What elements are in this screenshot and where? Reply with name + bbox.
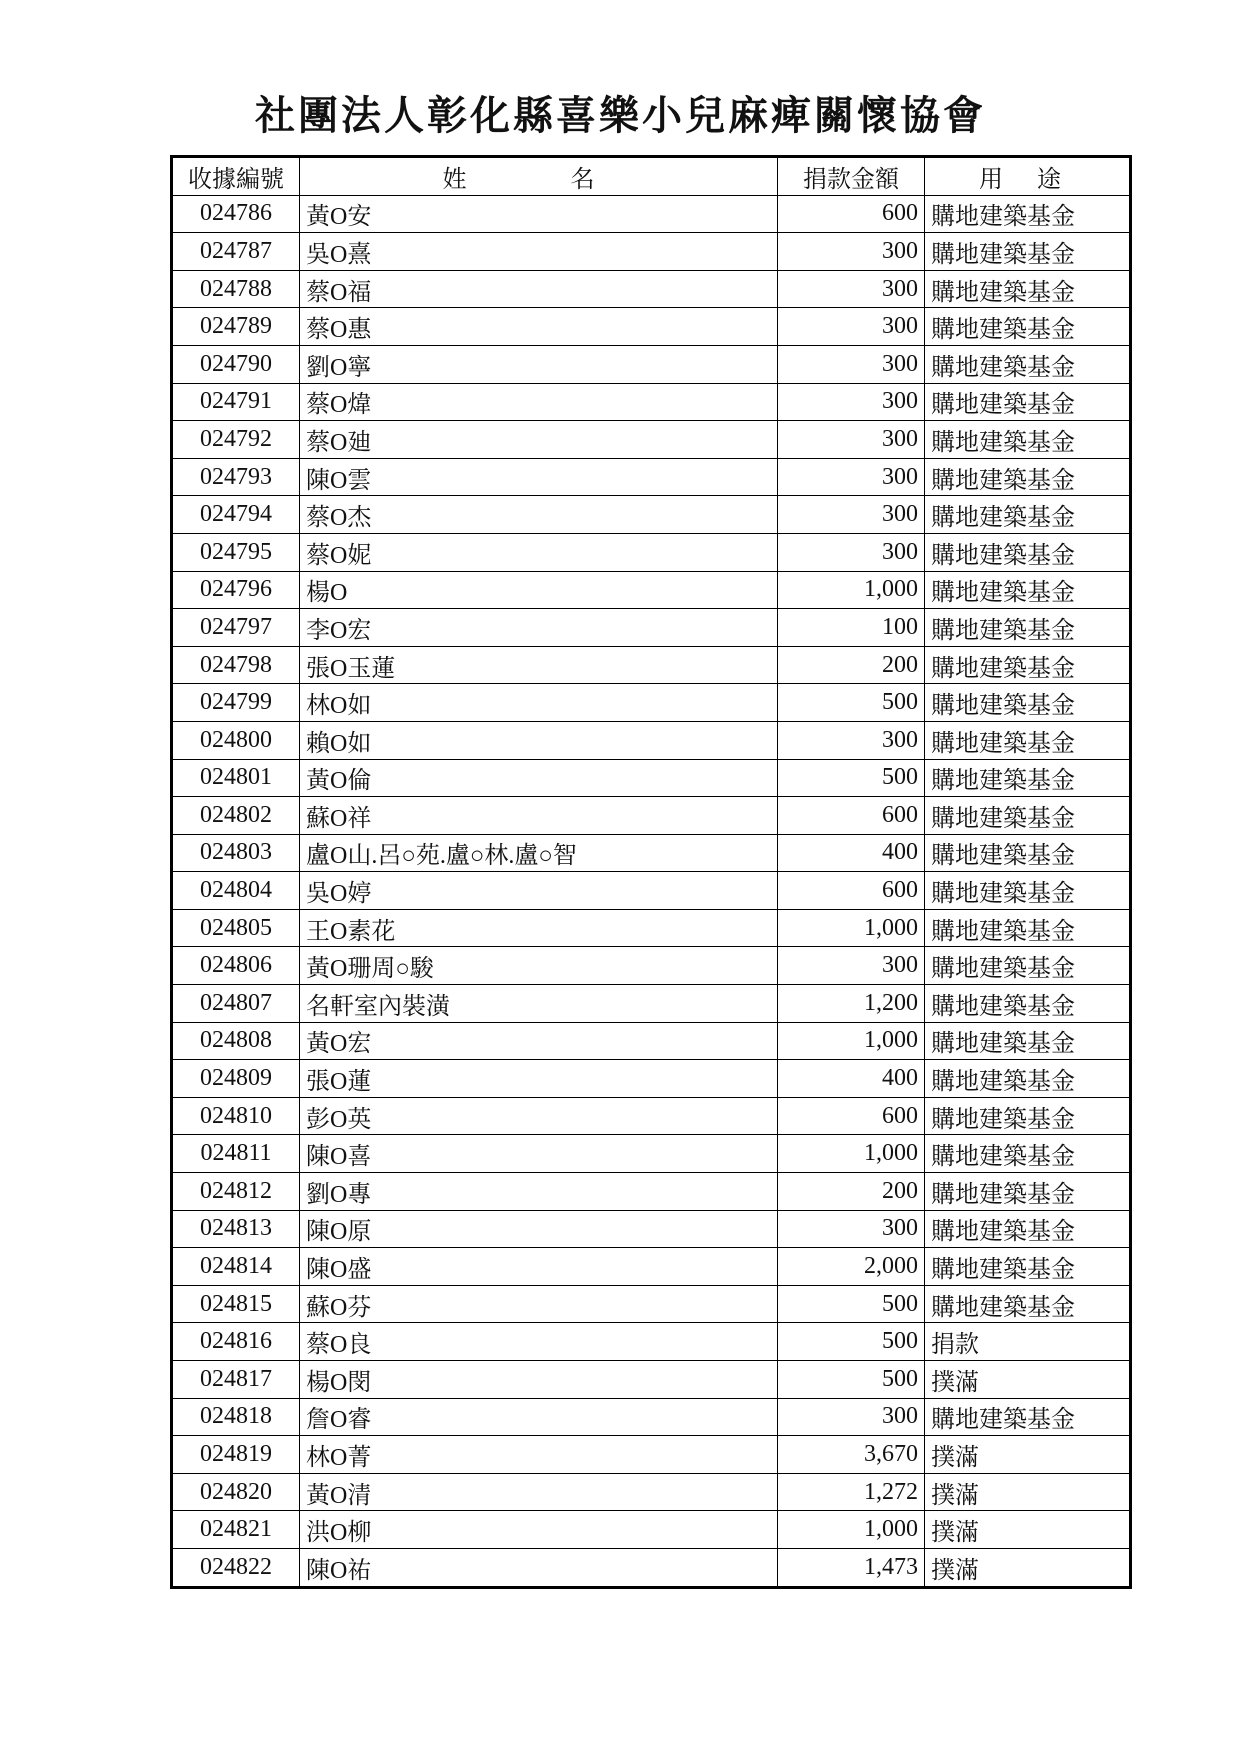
purpose-cell: 購地建築基金: [925, 458, 1131, 496]
purpose-cell: 撲滿: [925, 1511, 1131, 1549]
receipt-no-cell: 024790: [172, 345, 300, 383]
purpose-cell: 購地建築基金: [925, 1060, 1131, 1098]
table-row: [172, 797, 1131, 835]
purpose-cell: 購地建築基金: [925, 721, 1131, 759]
purpose-cell: 購地建築基金: [925, 1285, 1131, 1323]
amount-cell: 300: [778, 308, 925, 346]
table-row: [172, 496, 1131, 534]
purpose-cell: 購地建築基金: [925, 270, 1131, 308]
amount-cell: 600: [778, 1097, 925, 1135]
receipt-no-cell: 024819: [172, 1436, 300, 1474]
receipt-no-cell: 024796: [172, 571, 300, 609]
receipt-no-cell: 024804: [172, 872, 300, 910]
donor-name-cell: 張O玉蓮: [300, 646, 778, 684]
purpose-cell: 購地建築基金: [925, 834, 1131, 872]
donor-name-cell: 吳O婷: [300, 872, 778, 910]
amount-cell: 300: [778, 270, 925, 308]
receipt-no-cell: 024811: [172, 1135, 300, 1173]
receipt-no-cell: 024798: [172, 646, 300, 684]
amount-cell: 2,000: [778, 1248, 925, 1286]
donor-name-cell: 張O蓮: [300, 1060, 778, 1098]
table-row: [172, 909, 1131, 947]
receipt-no-cell: 024808: [172, 1022, 300, 1060]
amount-cell: 1,200: [778, 985, 925, 1023]
donor-name-cell: 吳O熹: [300, 233, 778, 271]
purpose-cell: 購地建築基金: [925, 496, 1131, 534]
purpose-cell: 購地建築基金: [925, 533, 1131, 571]
amount-cell: 1,473: [778, 1548, 925, 1587]
donor-name-cell: 蔡O良: [300, 1323, 778, 1361]
purpose-cell: 購地建築基金: [925, 345, 1131, 383]
amount-cell: 300: [778, 421, 925, 459]
table-row: [172, 759, 1131, 797]
receipt-no-cell: 024793: [172, 458, 300, 496]
donation-table: [170, 155, 1132, 1589]
receipt-no-cell: 024805: [172, 909, 300, 947]
receipt-no-cell: 024820: [172, 1473, 300, 1511]
receipt-no-cell: 024807: [172, 985, 300, 1023]
purpose-cell: 購地建築基金: [925, 421, 1131, 459]
purpose-cell: 購地建築基金: [925, 646, 1131, 684]
table-row: [172, 1285, 1131, 1323]
amount-cell: 500: [778, 759, 925, 797]
purpose-cell: 購地建築基金: [925, 308, 1131, 346]
table-row: [172, 345, 1131, 383]
amount-cell: 300: [778, 383, 925, 421]
table-row: [172, 872, 1131, 910]
amount-cell: 1,000: [778, 1022, 925, 1060]
table-row: [172, 1173, 1131, 1211]
donor-name-cell: 陳O雲: [300, 458, 778, 496]
receipt-no-cell: 024816: [172, 1323, 300, 1361]
table-row: [172, 1548, 1131, 1587]
donor-name-cell: 劉O專: [300, 1173, 778, 1211]
table-row: [172, 458, 1131, 496]
table-row: [172, 609, 1131, 647]
purpose-cell: 購地建築基金: [925, 872, 1131, 910]
amount-cell: 300: [778, 533, 925, 571]
table-row: [172, 383, 1131, 421]
donor-name-cell: 林O菁: [300, 1436, 778, 1474]
receipt-no-cell: 024799: [172, 684, 300, 722]
amount-cell: 600: [778, 797, 925, 835]
donor-name-cell: 黃O宏: [300, 1022, 778, 1060]
receipt-no-cell: 024809: [172, 1060, 300, 1098]
donor-name-cell: 洪O柳: [300, 1511, 778, 1549]
purpose-cell: 購地建築基金: [925, 571, 1131, 609]
purpose-cell: 撲滿: [925, 1436, 1131, 1474]
amount-cell: 300: [778, 345, 925, 383]
table-row: [172, 1097, 1131, 1135]
donor-name-cell: 賴O如: [300, 721, 778, 759]
donor-name-cell: 蔡O煒: [300, 383, 778, 421]
table-row: [172, 834, 1131, 872]
amount-cell: 500: [778, 1323, 925, 1361]
amount-cell: 300: [778, 1398, 925, 1436]
purpose-cell: 購地建築基金: [925, 1022, 1131, 1060]
page-title: 社團法人彰化縣喜樂小兒麻痺關懷協會: [255, 92, 986, 139]
purpose-cell: 購地建築基金: [925, 1210, 1131, 1248]
amount-cell: 600: [778, 872, 925, 910]
donor-name-cell: 詹O睿: [300, 1398, 778, 1436]
donor-name-cell: 李O宏: [300, 609, 778, 647]
table-row: [172, 1323, 1131, 1361]
table-row: [172, 571, 1131, 609]
table-row: [172, 721, 1131, 759]
donor-name-cell: 陳O原: [300, 1210, 778, 1248]
table-row: [172, 1248, 1131, 1286]
receipt-no-cell: 024817: [172, 1361, 300, 1399]
donor-name-cell: 蘇O祥: [300, 797, 778, 835]
amount-cell: 1,000: [778, 1511, 925, 1549]
donor-name-cell: 王O素花: [300, 909, 778, 947]
purpose-cell: 捐款: [925, 1323, 1131, 1361]
donor-name-cell: 楊O閔: [300, 1361, 778, 1399]
amount-cell: 200: [778, 1173, 925, 1211]
donor-name-cell: 彭O英: [300, 1097, 778, 1135]
table-row: [172, 1210, 1131, 1248]
amount-cell: 100: [778, 609, 925, 647]
donor-name-cell: 陳O盛: [300, 1248, 778, 1286]
receipt-no-cell: 024795: [172, 533, 300, 571]
receipt-no-cell: 024822: [172, 1548, 300, 1587]
purpose-cell: 撲滿: [925, 1473, 1131, 1511]
donor-name-cell: 黃O清: [300, 1473, 778, 1511]
receipt-no-cell: 024818: [172, 1398, 300, 1436]
receipt-no-cell: 024813: [172, 1210, 300, 1248]
amount-cell: 400: [778, 1060, 925, 1098]
amount-cell: 400: [778, 834, 925, 872]
header-name: 姓 名: [300, 157, 778, 196]
purpose-cell: 撲滿: [925, 1361, 1131, 1399]
table-row: [172, 1060, 1131, 1098]
purpose-cell: 購地建築基金: [925, 684, 1131, 722]
donor-name-cell: 蔡O福: [300, 270, 778, 308]
receipt-no-cell: 024806: [172, 947, 300, 985]
receipt-no-cell: 024803: [172, 834, 300, 872]
amount-cell: 1,272: [778, 1473, 925, 1511]
table-row: [172, 985, 1131, 1023]
purpose-cell: 購地建築基金: [925, 1173, 1131, 1211]
purpose-cell: 購地建築基金: [925, 1097, 1131, 1135]
header-receipt-no: 收據編號: [172, 157, 300, 196]
amount-cell: 300: [778, 1210, 925, 1248]
table-row: [172, 270, 1131, 308]
donor-name-cell: 楊O: [300, 571, 778, 609]
table-row: [172, 195, 1131, 233]
purpose-cell: 購地建築基金: [925, 233, 1131, 271]
amount-cell: 300: [778, 721, 925, 759]
purpose-cell: 購地建築基金: [925, 759, 1131, 797]
donor-name-cell: 林O如: [300, 684, 778, 722]
amount-cell: 3,670: [778, 1436, 925, 1474]
purpose-cell: 購地建築基金: [925, 947, 1131, 985]
amount-cell: 1,000: [778, 1135, 925, 1173]
amount-cell: 300: [778, 947, 925, 985]
table-row: [172, 308, 1131, 346]
purpose-cell: 撲滿: [925, 1548, 1131, 1587]
donor-name-cell: 陳O祐: [300, 1548, 778, 1587]
receipt-no-cell: 024821: [172, 1511, 300, 1549]
table-row: [172, 1473, 1131, 1511]
donor-name-cell: 陳O喜: [300, 1135, 778, 1173]
receipt-no-cell: 024788: [172, 270, 300, 308]
table-row: [172, 1135, 1131, 1173]
donor-name-cell: 黃O珊周○駿: [300, 947, 778, 985]
purpose-cell: 購地建築基金: [925, 797, 1131, 835]
table-row: [172, 533, 1131, 571]
amount-cell: 300: [778, 233, 925, 271]
receipt-no-cell: 024800: [172, 721, 300, 759]
donor-name-cell: 名軒室內裝潢: [300, 985, 778, 1023]
table-body: [172, 195, 1131, 1587]
receipt-no-cell: 024814: [172, 1248, 300, 1286]
receipt-no-cell: 024815: [172, 1285, 300, 1323]
amount-cell: 500: [778, 1361, 925, 1399]
purpose-cell: 購地建築基金: [925, 383, 1131, 421]
donor-name-cell: 黃O倫: [300, 759, 778, 797]
donor-name-cell: 蔡O廸: [300, 421, 778, 459]
purpose-cell: 購地建築基金: [925, 609, 1131, 647]
table-row: [172, 1361, 1131, 1399]
donor-name-cell: 蔡O惠: [300, 308, 778, 346]
purpose-cell: 購地建築基金: [925, 1398, 1131, 1436]
receipt-no-cell: 024786: [172, 195, 300, 233]
table-row: [172, 646, 1131, 684]
receipt-no-cell: 024792: [172, 421, 300, 459]
receipt-no-cell: 024801: [172, 759, 300, 797]
amount-cell: 200: [778, 646, 925, 684]
receipt-no-cell: 024797: [172, 609, 300, 647]
amount-cell: 300: [778, 496, 925, 534]
receipt-no-cell: 024812: [172, 1173, 300, 1211]
receipt-no-cell: 024810: [172, 1097, 300, 1135]
purpose-cell: 購地建築基金: [925, 195, 1131, 233]
donor-name-cell: 蔡O杰: [300, 496, 778, 534]
header-purpose: 用 途: [925, 157, 1131, 196]
receipt-no-cell: 024789: [172, 308, 300, 346]
amount-cell: 1,000: [778, 909, 925, 947]
amount-cell: 1,000: [778, 571, 925, 609]
table-row: [172, 233, 1131, 271]
receipt-no-cell: 024787: [172, 233, 300, 271]
purpose-cell: 購地建築基金: [925, 909, 1131, 947]
header-amount: 捐款金額: [778, 157, 925, 196]
table-row: [172, 1022, 1131, 1060]
table-header-row: [172, 157, 1131, 196]
donor-name-cell: 盧O山.呂○苑.盧○林.盧○智: [300, 834, 778, 872]
donor-name-cell: 劉O寧: [300, 345, 778, 383]
table-row: [172, 684, 1131, 722]
table-row: [172, 1398, 1131, 1436]
donor-name-cell: 蘇O芬: [300, 1285, 778, 1323]
table-row: [172, 1436, 1131, 1474]
amount-cell: 500: [778, 684, 925, 722]
receipt-no-cell: 024794: [172, 496, 300, 534]
amount-cell: 500: [778, 1285, 925, 1323]
donor-name-cell: 黃O安: [300, 195, 778, 233]
amount-cell: 300: [778, 458, 925, 496]
purpose-cell: 購地建築基金: [925, 1248, 1131, 1286]
table-row: [172, 421, 1131, 459]
table-row: [172, 947, 1131, 985]
purpose-cell: 購地建築基金: [925, 1135, 1131, 1173]
table-row: [172, 1511, 1131, 1549]
purpose-cell: 購地建築基金: [925, 985, 1131, 1023]
receipt-no-cell: 024802: [172, 797, 300, 835]
receipt-no-cell: 024791: [172, 383, 300, 421]
donor-name-cell: 蔡O妮: [300, 533, 778, 571]
amount-cell: 600: [778, 195, 925, 233]
